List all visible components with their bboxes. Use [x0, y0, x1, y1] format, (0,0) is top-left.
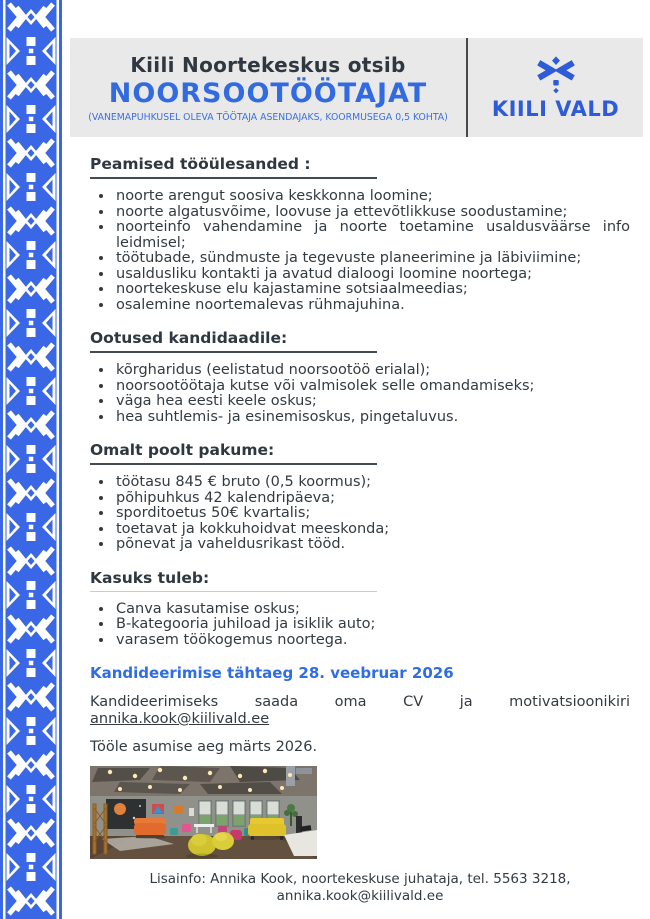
- bullet-item: • varasem töökogemus noortega.: [114, 633, 630, 649]
- bullet-item: • sporditoetus 50€ kvartalis;: [114, 506, 630, 522]
- start-date: Tööle asumise aeg märts 2026.: [90, 739, 318, 755]
- section-heading: Omalt poolt pakume:: [90, 441, 377, 465]
- bullet-item: • noorte algatusvõime, loovuse ja ettevõtlikkuse soodustamine;: [114, 205, 630, 221]
- bullet-item: • hea suhtlemis- ja esinemisoskus, pingetaluvus.: [114, 410, 630, 426]
- dragonfly-icon: [533, 55, 579, 95]
- bullet-item: • noorteinfo vahendamine ja noorte toetamine usaldusväärse info leidmisel;: [114, 220, 630, 251]
- contact-line1: Lisainfo: Annika Kook, noortekeskuse juhataja, tel. 5563 3218,: [149, 871, 571, 887]
- folk-pattern-border: [0, 0, 62, 919]
- bullet-item: • toetavat ja kokkuhoidvat meeskonda;: [114, 522, 630, 538]
- bullet-item: • põhipuhkus 42 kalendripäeva;: [114, 491, 630, 507]
- bullet-list: [90, 475, 630, 553]
- section-duties: [90, 155, 630, 313]
- bullet-item: • kõrgharidus (eelistatud noorsootöö erialal);: [114, 363, 630, 379]
- contact-info: [90, 871, 630, 905]
- section-expectations: [90, 329, 630, 425]
- section-heading: Peamised tööülesanded :: [90, 155, 377, 179]
- bullet-item: • osalemine noortemalevas rühmajuhina.: [114, 298, 630, 314]
- bullet-list: [90, 363, 630, 425]
- bullet-item: • töötasu 845 € bruto (0,5 koormus);: [114, 475, 630, 491]
- main-body: [70, 137, 650, 905]
- section-advantage: [90, 569, 630, 649]
- intro-title: Kiili Noortekeskus otsib: [130, 52, 406, 77]
- youth-center-photo: [90, 766, 317, 859]
- bullet-item: • töötubade, sündmuste ja tegevuste planeerimine ja läbiviimine;: [114, 251, 630, 267]
- contact-email: annika.kook@kiilivald.ee: [276, 888, 444, 904]
- bullet-list: [90, 602, 630, 649]
- bullet-list: [90, 189, 630, 313]
- bullet-item: • Canva kasutamise oskus;: [114, 602, 630, 618]
- logo-text: KIILI VALD: [491, 96, 620, 121]
- application-deadline: Kandideerimise tähtaeg 28. veebruar 2026: [90, 664, 454, 682]
- apply-instructions: [90, 694, 630, 728]
- apply-email-link[interactable]: annika.kook@kiilivald.ee: [90, 711, 270, 727]
- bullet-item: • väga hea eesti keele oskus;: [114, 394, 630, 410]
- section-offer: [90, 441, 630, 553]
- section-heading: Ootused kandidaadile:: [90, 329, 377, 353]
- bullet-item: • noortekeskuse elu kajastamine sotsiaalmeedias;: [114, 282, 630, 298]
- apply-text: Kandideerimiseks saada oma CV ja motivatsioonikiri: [90, 694, 630, 710]
- municipality-logo: [468, 38, 643, 137]
- job-subtitle: (VANEMAPUHKUSEL OLEVA TÖÖTAJA ASENDAJAKS, KOORMUSEGA 0,5 KOHTA): [88, 111, 448, 123]
- header: [70, 38, 643, 137]
- bullet-item: • noorte arengut soosiva keskkonna loomine;: [114, 189, 630, 205]
- job-title: NOORSOOTÖÖTAJAT: [108, 77, 428, 109]
- section-heading: Kasuks tuleb:: [90, 569, 377, 592]
- header-titles: [70, 38, 466, 137]
- bullet-item: • usaldusliku kontakti ja avatud dialoogi loomine noortega;: [114, 267, 630, 283]
- content-column: [70, 0, 650, 905]
- bullet-item: • põnevat ja vaheldusrikast tööd.: [114, 537, 630, 553]
- bullet-item: • B-kategooria juhiload ja isiklik auto;: [114, 617, 630, 633]
- bullet-item: • noorsootöötaja kutse või valmisolek selle omandamiseks;: [114, 379, 630, 395]
